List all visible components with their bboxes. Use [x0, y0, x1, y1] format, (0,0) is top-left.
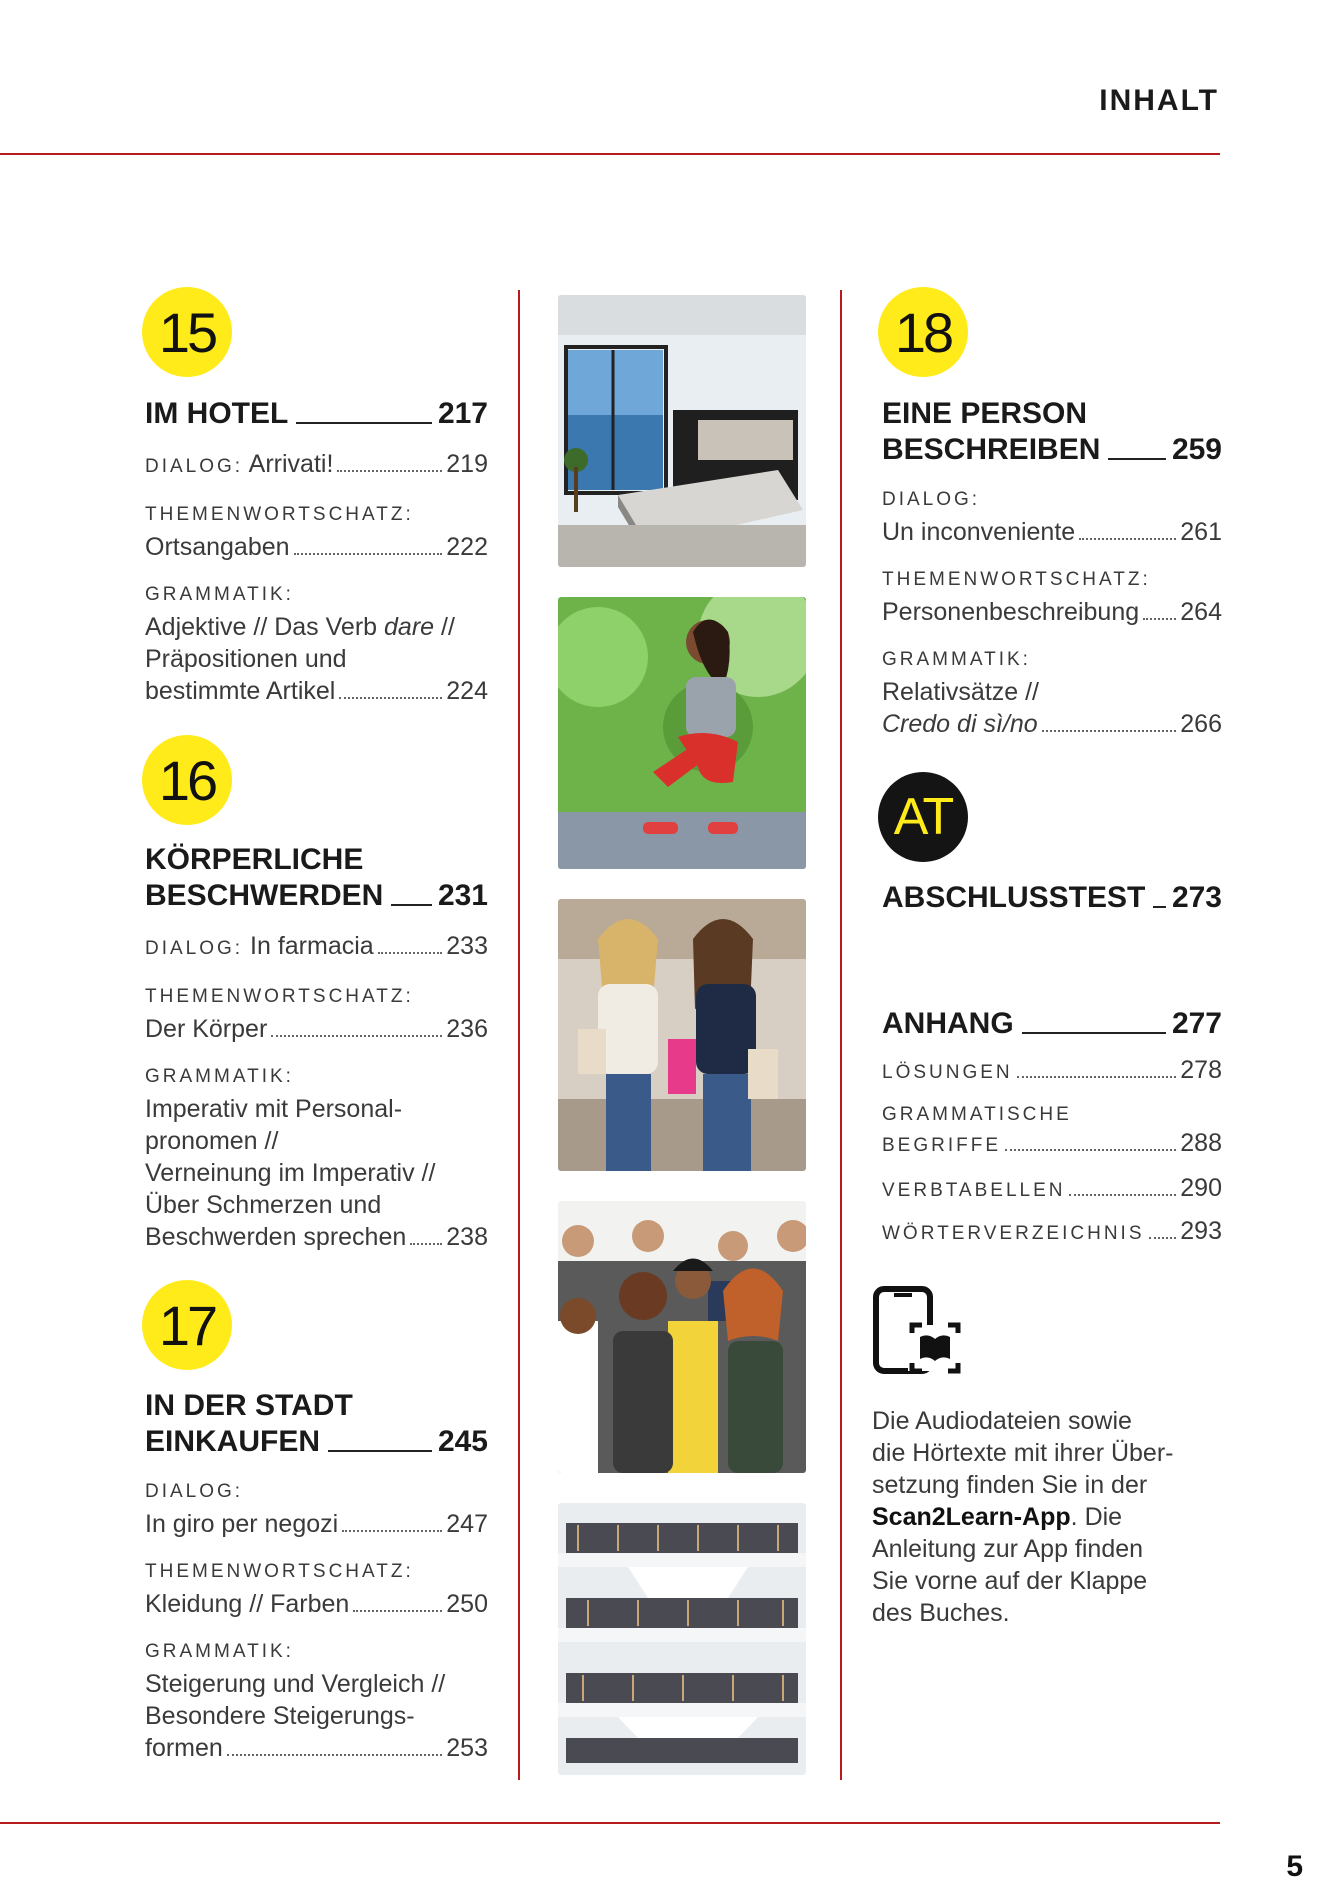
- anhang-block: [882, 1006, 1222, 1250]
- chapter-16-badge: 16: [142, 735, 232, 825]
- photo-woman-knee-pain: [558, 597, 806, 869]
- abschlusstest-block: [882, 880, 1222, 916]
- chapter-18-badge: 18: [878, 287, 968, 377]
- toc-entry-dialog[interactable]: DIALOG: In giro per negozi 247: [145, 1481, 488, 1538]
- chapter-17-badge: 17: [142, 1280, 232, 1370]
- chapter-18-heading[interactable]: EINE PERSON BESCHREIBEN 259: [882, 397, 1222, 466]
- chapter-15-heading[interactable]: [145, 396, 488, 432]
- header-rule: [0, 153, 1220, 155]
- toc-entry-themenwortschatz[interactable]: THEMENWORTSCHATZ: Der Körper 236: [145, 986, 488, 1043]
- chapter-16-heading[interactable]: KÖRPERLICHE BESCHWERDEN 231: [145, 843, 488, 912]
- chapter-title: IM HOTEL: [145, 397, 289, 430]
- toc-entry-dialog[interactable]: DIALOG: In farmacia 233: [145, 932, 488, 960]
- chapter-18-block: [882, 396, 1222, 740]
- toc-entry-grammatische-begriffe[interactable]: GRAMMATISCHE BEGRIFFE 288: [882, 1104, 1222, 1157]
- footer-rule: [0, 1822, 1220, 1824]
- column-divider-right: [840, 290, 842, 1780]
- toc-entry-dialog[interactable]: DIALOG: Arrivati! 219: [145, 450, 488, 478]
- abschlusstest-heading[interactable]: ABSCHLUSSTEST 273: [882, 881, 1222, 914]
- page-number: 5: [1286, 1850, 1303, 1883]
- chapter-16-block: [145, 842, 488, 1253]
- app-name: Scan2Learn-App: [872, 1503, 1071, 1531]
- toc-entry-grammatik[interactable]: GRAMMATIK: Imperativ mit Personal- pronomen // Verneinung im Imperativ // Über Schmerzen und Beschwerden sprechen 238: [145, 1066, 488, 1251]
- photo-group-people: [558, 1201, 806, 1473]
- anhang-heading[interactable]: ANHANG 277: [882, 1007, 1222, 1040]
- column-divider-left: [518, 290, 520, 1780]
- abschlusstest-badge: AT: [878, 772, 968, 862]
- toc-entry-woerterverzeichnis[interactable]: WÖRTERVERZEICHNIS 293: [882, 1217, 1222, 1245]
- scan-app-icon: [872, 1285, 962, 1380]
- toc-entry-grammatik[interactable]: GRAMMATIK: Steigerung und Vergleich // Besondere Steigerungs- formen 253: [145, 1641, 488, 1762]
- chapter-page: 217: [437, 397, 488, 430]
- chapter-17-block: [145, 1388, 488, 1764]
- toc-entry-grammatik[interactable]: GRAMMATIK: Adjektive // Das Verb dare // Präpositionen und bestimmte Artikel 224: [145, 584, 488, 705]
- photo-hotel-room: [558, 295, 806, 567]
- chapter-15-block: [145, 396, 488, 707]
- toc-entry-verbtabellen[interactable]: VERBTABELLEN 290: [882, 1174, 1222, 1202]
- toc-entry-themenwortschatz[interactable]: THEMENWORTSCHATZ: Kleidung // Farben 250: [145, 1561, 488, 1618]
- toc-entry-loesungen[interactable]: LÖSUNGEN 278: [882, 1056, 1222, 1084]
- toc-entry-themenwortschatz[interactable]: THEMENWORTSCHATZ: Ortsangaben 222: [145, 504, 488, 561]
- toc-entry-dialog[interactable]: DIALOG: Un inconveniente 261: [882, 489, 1222, 546]
- photo-shopping-friends: [558, 899, 806, 1171]
- toc-entry-themenwortschatz[interactable]: THEMENWORTSCHATZ: Personenbeschreibung 264: [882, 569, 1222, 626]
- chapter-15-badge: 15: [142, 287, 232, 377]
- chapter-17-heading[interactable]: IN DER STADT EINKAUFEN 245: [145, 1389, 488, 1458]
- toc-entry-grammatik[interactable]: GRAMMATIK: Relativsätze // Credo di sì/no 266: [882, 649, 1222, 738]
- app-note: Die Audiodateien sowie die Hörtexte mit ihrer Über- setzung finden Sie in der Scan2Learn-App. Die Anleitung zur App finden Sie vorne auf der Klappe des Buches.: [872, 1407, 1174, 1627]
- page-header-title: INHALT: [1099, 84, 1219, 117]
- photo-library: [558, 1503, 806, 1775]
